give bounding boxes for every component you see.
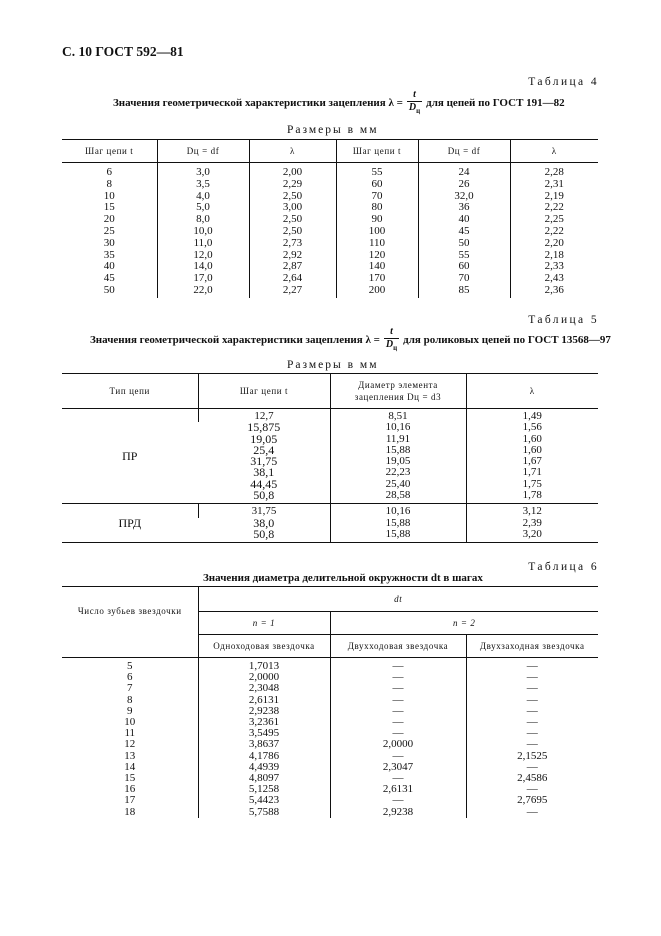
- table4-cell: 55: [418, 250, 510, 262]
- table4-cell: 11,0: [157, 238, 249, 250]
- table6-cell: 5,7588: [198, 807, 330, 818]
- table5-frac-den: $D_ц$: [385, 339, 398, 352]
- table5-cell: 3,12: [466, 504, 598, 518]
- table5-sizes: Размеры в мм: [287, 359, 379, 371]
- table6-empty-header: [62, 635, 198, 658]
- table5-col-header: λ: [466, 374, 598, 409]
- table5-cell: 50,8: [198, 529, 330, 543]
- table4-col-header: Шаг цепи t: [62, 140, 157, 163]
- table6-teeth-header: Число зубьев звездочки: [62, 587, 198, 635]
- table6-cell: 16: [124, 783, 136, 796]
- table5-cell: 3,20: [466, 529, 598, 543]
- table6-cell: —: [466, 683, 598, 694]
- table6-cell: 1,7013: [198, 658, 330, 673]
- table-row: [62, 751, 598, 762]
- table5-cell: 15,88: [330, 518, 466, 529]
- table-row: [62, 202, 598, 214]
- table6-cell: —: [466, 706, 598, 717]
- table-row: [62, 739, 598, 750]
- table6-cell: —: [466, 728, 598, 739]
- table4-cell: 2,43: [510, 273, 598, 285]
- table6-cell: 8: [127, 693, 133, 706]
- table5-cell: 11,91: [330, 434, 466, 445]
- table-row: [62, 672, 598, 683]
- table4-cell: 80: [336, 202, 418, 214]
- table4-cell: 2,20: [510, 238, 598, 250]
- table6-n1-header: n = 1: [198, 612, 330, 635]
- table4-col-header: λ: [249, 140, 336, 163]
- table4-cell: 2,18: [510, 250, 598, 262]
- table6-cell: —: [466, 658, 598, 673]
- table4-cell: 3,5: [157, 179, 249, 191]
- table4-cell: 2,36: [510, 285, 598, 298]
- table6-cell: 18: [124, 805, 136, 818]
- table5: [62, 373, 598, 543]
- table5-cell: 44,45: [250, 476, 278, 491]
- table4-cell: 100: [336, 226, 418, 238]
- table4-cell: 45: [418, 226, 510, 238]
- table5-cell: 1,60: [466, 434, 598, 445]
- table5-cell: 38,1: [253, 465, 275, 480]
- table6-cell: —: [330, 672, 466, 683]
- table6-cell: 15: [124, 772, 136, 785]
- table4-cell: 12,0: [157, 250, 249, 262]
- table4-cell: 45: [103, 272, 115, 285]
- table-row: [62, 728, 598, 739]
- table5-cell: 19,05: [250, 431, 278, 446]
- table4-cell: 4,0: [157, 191, 249, 203]
- table4-cell: 5,0: [157, 202, 249, 214]
- table6-cell: 2,6131: [198, 695, 330, 706]
- table4-cell: 22,0: [157, 285, 249, 298]
- table6-header-row: [62, 587, 598, 612]
- table6-cell: —: [330, 683, 466, 694]
- table5-cell: 10,16: [330, 422, 466, 433]
- table6-cell: —: [330, 795, 466, 806]
- table4-cell: 2,25: [510, 214, 598, 226]
- table4-cell: 26: [418, 179, 510, 191]
- table4-cell: 2,27: [249, 285, 336, 298]
- table6-cell: 5: [127, 660, 133, 672]
- table5-cell: 15,88: [330, 529, 466, 543]
- table4-header-row: [62, 140, 598, 163]
- table6-cell: 4,4939: [198, 762, 330, 773]
- table4-cell: 2,33: [510, 261, 598, 273]
- table4-cell: 50: [103, 283, 115, 296]
- table6-cell: 3,8637: [198, 739, 330, 750]
- table4-cell: 35: [103, 248, 115, 261]
- table6-sub-header: Двухходовая звездочка: [330, 635, 466, 658]
- table4-cell: 2,64: [249, 273, 336, 285]
- table6-cell: 2,4586: [466, 773, 598, 784]
- table6-cell: 9: [127, 704, 133, 717]
- table5-title-after: для роликовых цепей по ГОСТ 13568—97: [403, 333, 611, 346]
- table6-cell: —: [466, 717, 598, 728]
- table6-label: Таблица 6: [528, 561, 599, 573]
- table5-cell: 50,8: [198, 490, 330, 504]
- table6-cell: 2,9238: [330, 807, 466, 818]
- table6-cell: 5,4423: [198, 795, 330, 806]
- table-row: [62, 695, 598, 706]
- table5-cell: 1,67: [466, 456, 598, 467]
- table5-fraction: [384, 327, 399, 352]
- table4-cell: 3,0: [157, 163, 249, 179]
- table6-cell: 11: [124, 727, 136, 740]
- table4-cell: 2,92: [249, 250, 336, 262]
- table4-cell: 170: [336, 273, 418, 285]
- table4-cell: 25: [103, 224, 115, 237]
- table4-cell: 2,73: [249, 238, 336, 250]
- table5-cell: 25,4: [253, 442, 275, 457]
- table6-cell: 7: [127, 682, 133, 695]
- table4-cell: 200: [336, 285, 418, 298]
- table-row: [62, 191, 598, 203]
- table5-title-before: Значения геометрической характеристики зацепления λ =: [90, 333, 380, 346]
- table5-cell: 1,56: [466, 422, 598, 433]
- table5-col-header: Тип цепи: [62, 374, 198, 409]
- table-row: [62, 261, 598, 273]
- table5-cell: 12,7: [198, 409, 330, 423]
- table6-cell: 2,9238: [198, 706, 330, 717]
- table6-header-row: [62, 635, 598, 658]
- table6-cell: 2,3048: [198, 683, 330, 694]
- table4-cell: 50: [418, 238, 510, 250]
- table4-cell: 60: [336, 179, 418, 191]
- table6-cell: 2,3047: [330, 762, 466, 773]
- table6-sub-header: Двухзаходная звездочка: [466, 635, 598, 658]
- table5-cell: 1,71: [466, 467, 598, 478]
- table5-cell: 8,51: [330, 409, 466, 423]
- table5-cell: 31,75: [198, 504, 330, 518]
- table6-cell: —: [330, 717, 466, 728]
- table6-cell: 14: [124, 760, 136, 773]
- table4-frac-den: $D_ц$: [408, 102, 421, 115]
- table4-cell: 2,19: [510, 191, 598, 203]
- table4-cell: 15: [103, 201, 115, 214]
- table6-cell: 2,0000: [198, 672, 330, 683]
- table6-cell: 4,1786: [198, 751, 330, 762]
- table6-cell: —: [330, 658, 466, 673]
- table5-chain-type: ПРД: [62, 504, 198, 543]
- table-row: [62, 409, 598, 423]
- table5-cell: 1,49: [466, 409, 598, 423]
- table-row: [62, 706, 598, 717]
- table6-dt-header: dt: [198, 587, 598, 612]
- table-row: [62, 807, 598, 818]
- table-row: [62, 504, 598, 518]
- table6-cell: 2,1525: [466, 751, 598, 762]
- table5-cell: 31,75: [250, 454, 278, 469]
- table5-cell: 22,23: [330, 467, 466, 478]
- table6-cell: —: [466, 807, 598, 818]
- table4-cell: 85: [418, 285, 510, 298]
- table4-cell: 6: [106, 166, 112, 178]
- table-row: [62, 214, 598, 226]
- table-row: [62, 226, 598, 238]
- table6-cell: —: [466, 739, 598, 750]
- table4-cell: 14,0: [157, 261, 249, 273]
- table4-frac-num: t: [413, 89, 416, 100]
- table4-cell: 8,0: [157, 214, 249, 226]
- table4-title-after: для цепей по ГОСТ 191—82: [426, 96, 565, 109]
- table4-cell: 90: [336, 214, 418, 226]
- table-row: [62, 285, 598, 298]
- table5-cell: 2,39: [466, 518, 598, 529]
- table4-cell: 40: [418, 214, 510, 226]
- table6-cell: 13: [124, 749, 136, 762]
- table4-cell: 2,31: [510, 179, 598, 191]
- table5-cell: 1,75: [466, 479, 598, 490]
- table4-cell: 20: [103, 213, 115, 226]
- table4-cell: 110: [336, 238, 418, 250]
- table-row: [62, 250, 598, 262]
- table-row: [62, 658, 598, 673]
- table5-col-header: Шаг цепи t: [198, 374, 330, 409]
- table-row: [62, 238, 598, 250]
- table4-col-header: Dц = df: [418, 140, 510, 163]
- table4-cell: 60: [418, 261, 510, 273]
- table5-cell: 15,88: [330, 445, 466, 456]
- table5-label: Таблица 5: [528, 314, 599, 326]
- table5-cell: 10,16: [330, 504, 466, 518]
- table6-cell: 5,1258: [198, 784, 330, 795]
- table6-cell: —: [330, 773, 466, 784]
- table5-cell: 15,875: [247, 420, 281, 435]
- table6-title: Значения диаметра делительной окружности dt в шагах: [203, 572, 483, 584]
- table6-sub-header: Одноходовая звездочка: [198, 635, 330, 658]
- table6-cell: 3,5495: [198, 728, 330, 739]
- table4-cell: 2,50: [249, 226, 336, 238]
- table-row: [62, 683, 598, 694]
- table6-cell: 12: [124, 738, 136, 751]
- table4-cell: 2,28: [510, 163, 598, 179]
- table4-cell: 40: [103, 260, 115, 273]
- table4-cell: 30: [103, 236, 115, 249]
- table6-n2-header: n = 2: [330, 612, 598, 635]
- table6-cell: —: [330, 751, 466, 762]
- table5-title: [90, 327, 611, 352]
- table5-cell: 1,60: [466, 445, 598, 456]
- table4-cell: 70: [418, 273, 510, 285]
- table4-cell: 120: [336, 250, 418, 262]
- table-row: [62, 717, 598, 728]
- table6-cell: —: [330, 728, 466, 739]
- table6-cell: —: [466, 672, 598, 683]
- table6-cell: 2,6131: [330, 784, 466, 795]
- table-row: [62, 773, 598, 784]
- table4-cell: 2,50: [249, 191, 336, 203]
- table4-cell: 2,00: [249, 163, 336, 179]
- table6-cell: —: [466, 762, 598, 773]
- table6-cell: 3,2361: [198, 717, 330, 728]
- table4-cell: 36: [418, 202, 510, 214]
- table5-cell: 19,05: [330, 456, 466, 467]
- table5-cell: 28,58: [330, 490, 466, 504]
- table4-cell: 140: [336, 261, 418, 273]
- table4-col-header: Шаг цепи t: [336, 140, 418, 163]
- table4-cell: 17,0: [157, 273, 249, 285]
- table6-cell: 10: [124, 716, 136, 729]
- table4-fraction: [407, 90, 422, 115]
- table5-frac-num: t: [390, 326, 393, 337]
- table4: [62, 139, 598, 298]
- table6-cell: 2,7695: [466, 795, 598, 806]
- table4-col-header: λ: [510, 140, 598, 163]
- table-row: [62, 273, 598, 285]
- table4-cell: 2,50: [249, 214, 336, 226]
- table4-cell: 8: [106, 177, 112, 190]
- table6-cell: —: [466, 784, 598, 795]
- table4-cell: 24: [418, 163, 510, 179]
- table4-cell: 3,00: [249, 202, 336, 214]
- table6-cell: —: [330, 695, 466, 706]
- table4-cell: 2,22: [510, 202, 598, 214]
- table5-col-header: Диаметр элемента зацепления Dц = d3: [330, 374, 466, 409]
- table6-cell: —: [466, 695, 598, 706]
- table6-cell: 2,0000: [330, 739, 466, 750]
- table5-cell: 25,40: [330, 479, 466, 490]
- table6: [62, 586, 598, 818]
- table4-cell: 2,29: [249, 179, 336, 191]
- table5-cell: 1,78: [466, 490, 598, 504]
- table5-cell: 38,0: [253, 515, 275, 530]
- table4-cell: 2,87: [249, 261, 336, 273]
- table4-title-before: Значения геометрической характеристики зацепления λ =: [113, 96, 403, 109]
- table6-cell: 17: [124, 794, 136, 807]
- table4-col-header: Dц = df: [157, 140, 249, 163]
- page-header: С. 10 ГОСТ 592—81: [62, 44, 184, 59]
- table4-cell: 32,0: [418, 191, 510, 203]
- table5-header-row: [62, 374, 598, 409]
- table4-cell: 10: [103, 189, 115, 202]
- table4-cell: 70: [336, 191, 418, 203]
- table6-cell: 4,8097: [198, 773, 330, 784]
- table4-cell: 10,0: [157, 226, 249, 238]
- table-row: [62, 795, 598, 806]
- table-row: [62, 179, 598, 191]
- table4-cell: 55: [336, 163, 418, 179]
- table4-cell: 2,22: [510, 226, 598, 238]
- table4-title: [113, 90, 565, 115]
- table-row: [62, 163, 598, 179]
- table6-cell: 6: [127, 671, 133, 684]
- table4-sizes: Размеры в мм: [287, 124, 379, 136]
- table5-chain-type: ПР: [62, 409, 198, 504]
- table4-label: Таблица 4: [528, 76, 599, 88]
- table6-cell: —: [330, 706, 466, 717]
